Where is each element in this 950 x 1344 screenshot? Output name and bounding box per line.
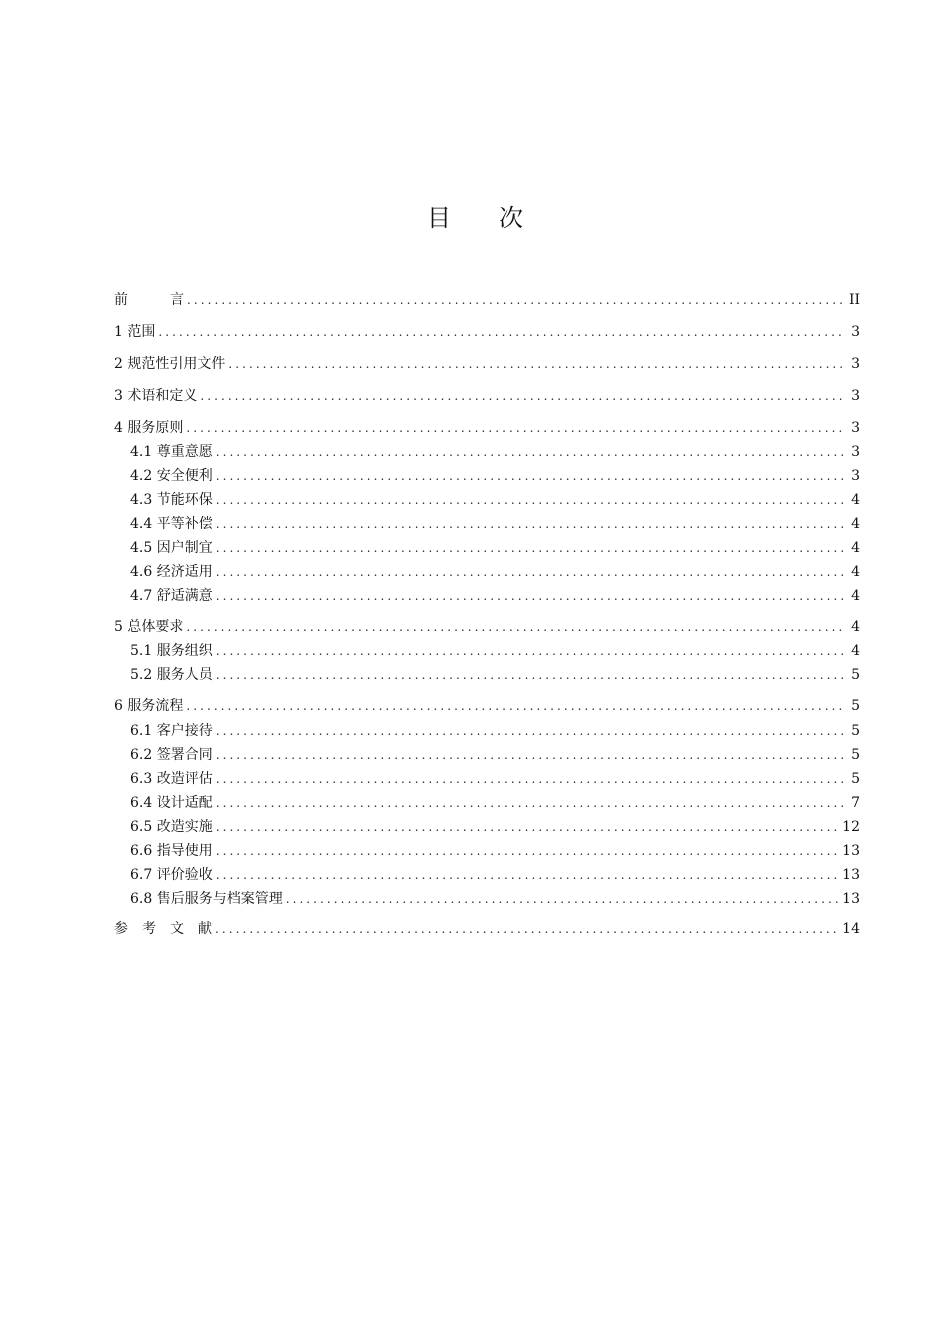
toc-entry-5-2[interactable] <box>130 665 860 685</box>
page-title: 目 次 <box>427 204 523 232</box>
toc-entry-label: 4.7 舒适满意 <box>130 588 213 604</box>
toc-entry-label: 6.6 指导使用 <box>130 843 213 859</box>
toc-entry-page: 12 <box>842 819 860 835</box>
toc-leader-dots <box>216 562 846 582</box>
toc-leader-dots <box>216 466 846 486</box>
toc-leader-dots <box>216 745 846 765</box>
toc-entry-page: 5 <box>851 698 860 714</box>
toc-entry-label: 6.2 签署合同 <box>130 747 213 763</box>
toc-leader-dots <box>286 889 838 909</box>
toc-entry-6-1[interactable] <box>130 721 860 741</box>
toc-entry-page: 13 <box>842 891 860 907</box>
toc-entry-6-7[interactable] <box>130 865 860 885</box>
toc-leader-dots <box>216 793 846 813</box>
toc-entry-page: 4 <box>851 564 860 580</box>
toc-entry-label: 6.4 设计适配 <box>130 795 213 811</box>
toc-leader-dots <box>216 769 846 789</box>
toc-entry-label: 4.2 安全便利 <box>130 468 213 484</box>
toc-entry-6-3[interactable] <box>130 769 860 789</box>
toc-entry-label: 4.3 节能环保 <box>130 492 213 508</box>
toc-leader-dots <box>158 322 846 342</box>
toc-entry-label: 5.2 服务人员 <box>130 667 213 683</box>
toc-entry-label: 1 范围 <box>114 324 156 340</box>
toc-leader-dots <box>216 641 846 661</box>
toc-leader-dots <box>186 696 846 716</box>
toc-entry-4-1[interactable] <box>130 442 860 462</box>
toc-entry-page: 4 <box>851 643 860 659</box>
toc-entry-label: 6.3 改造评估 <box>130 771 213 787</box>
toc-leader-dots <box>216 721 846 741</box>
toc-leader-dots <box>216 586 846 606</box>
toc-entry-6[interactable] <box>114 696 860 716</box>
toc-leader-dots <box>216 442 846 462</box>
toc-entry-4[interactable] <box>114 418 860 438</box>
toc-entry-label: 4.6 经济适用 <box>130 564 213 580</box>
toc-leader-dots <box>200 386 846 406</box>
toc-entry-page: 4 <box>851 492 860 508</box>
toc-entry-label: 6.5 改造实施 <box>130 819 213 835</box>
toc-entry-label: 4.4 平等补偿 <box>130 516 213 532</box>
toc-entry-4-6[interactable] <box>130 562 860 582</box>
toc-entry-label: 参 考 文 献 <box>114 921 212 937</box>
toc-entry-4-2[interactable] <box>130 466 860 486</box>
toc-leader-dots <box>228 354 846 374</box>
toc-entry-page: 13 <box>842 867 860 883</box>
toc-entry-page: 3 <box>851 324 860 340</box>
toc-entry-label: 6.1 客户接待 <box>130 723 213 739</box>
toc-entry-label: 6.7 评价验收 <box>130 867 213 883</box>
toc-entry-page: 3 <box>851 468 860 484</box>
toc-entry-page: 5 <box>851 723 860 739</box>
toc-leader-dots <box>187 290 845 310</box>
toc-leader-dots <box>216 665 846 685</box>
toc-entry-page: 5 <box>851 747 860 763</box>
toc-leader-dots <box>216 865 838 885</box>
toc-entry-page: 5 <box>851 771 860 787</box>
toc-leader-dots <box>186 418 846 438</box>
toc-entry-page: II <box>848 292 860 308</box>
toc-entry-label: 前 言 <box>114 292 184 308</box>
toc-entry-1[interactable] <box>114 322 860 342</box>
toc-entry-label: 6.8 售后服务与档案管理 <box>130 891 283 907</box>
toc-entry-page: 3 <box>851 444 860 460</box>
toc-entry-6-6[interactable] <box>130 841 860 861</box>
toc-entry-page: 7 <box>851 795 860 811</box>
toc-entry-3[interactable] <box>114 386 860 406</box>
toc-entry-page: 13 <box>842 843 860 859</box>
toc-leader-dots <box>186 617 846 637</box>
toc-entry-label: 5 总体要求 <box>114 619 184 635</box>
toc-entry-6-5[interactable] <box>130 817 860 837</box>
toc-entry-page: 4 <box>851 619 860 635</box>
toc-entry-label: 3 术语和定义 <box>114 388 198 404</box>
toc-entry-label: 4 服务原则 <box>114 420 184 436</box>
toc-entry-4-3[interactable] <box>130 490 860 510</box>
toc-entry-5-1[interactable] <box>130 641 860 661</box>
toc-entry-6-2[interactable] <box>130 745 860 765</box>
toc-entry-label: 2 规范性引用文件 <box>114 356 226 372</box>
toc-leader-dots <box>216 490 846 510</box>
toc-entry-page: 4 <box>851 516 860 532</box>
toc-leader-dots <box>216 538 846 558</box>
toc-entry-page: 3 <box>851 356 860 372</box>
toc-entry-6-8[interactable] <box>130 889 860 909</box>
toc-entry-label: 4.5 因户制宜 <box>130 540 213 556</box>
toc-entry-label: 6 服务流程 <box>114 698 184 714</box>
toc-entry-5[interactable] <box>114 617 860 637</box>
toc-entry-page: 3 <box>851 388 860 404</box>
toc-entry-page: 4 <box>851 540 860 556</box>
toc-entry-foreword[interactable] <box>114 290 860 310</box>
toc-entry-page: 5 <box>851 667 860 683</box>
toc-leader-dots <box>216 817 838 837</box>
toc-entry-page: 4 <box>851 588 860 604</box>
toc-entry-4-4[interactable] <box>130 514 860 534</box>
toc-leader-dots <box>215 919 838 939</box>
toc-leader-dots <box>216 841 838 861</box>
toc-entry-label: 5.1 服务组织 <box>130 643 213 659</box>
toc-entry-4-7[interactable] <box>130 586 860 606</box>
toc-entry-6-4[interactable] <box>130 793 860 813</box>
toc-entry-2[interactable] <box>114 354 860 374</box>
toc-entry-references[interactable] <box>114 919 860 939</box>
toc-entry-4-5[interactable] <box>130 538 860 558</box>
toc-entry-page: 3 <box>851 420 860 436</box>
toc-leader-dots <box>216 514 846 534</box>
toc-entry-page: 14 <box>842 921 860 937</box>
toc-entry-label: 4.1 尊重意愿 <box>130 444 213 460</box>
